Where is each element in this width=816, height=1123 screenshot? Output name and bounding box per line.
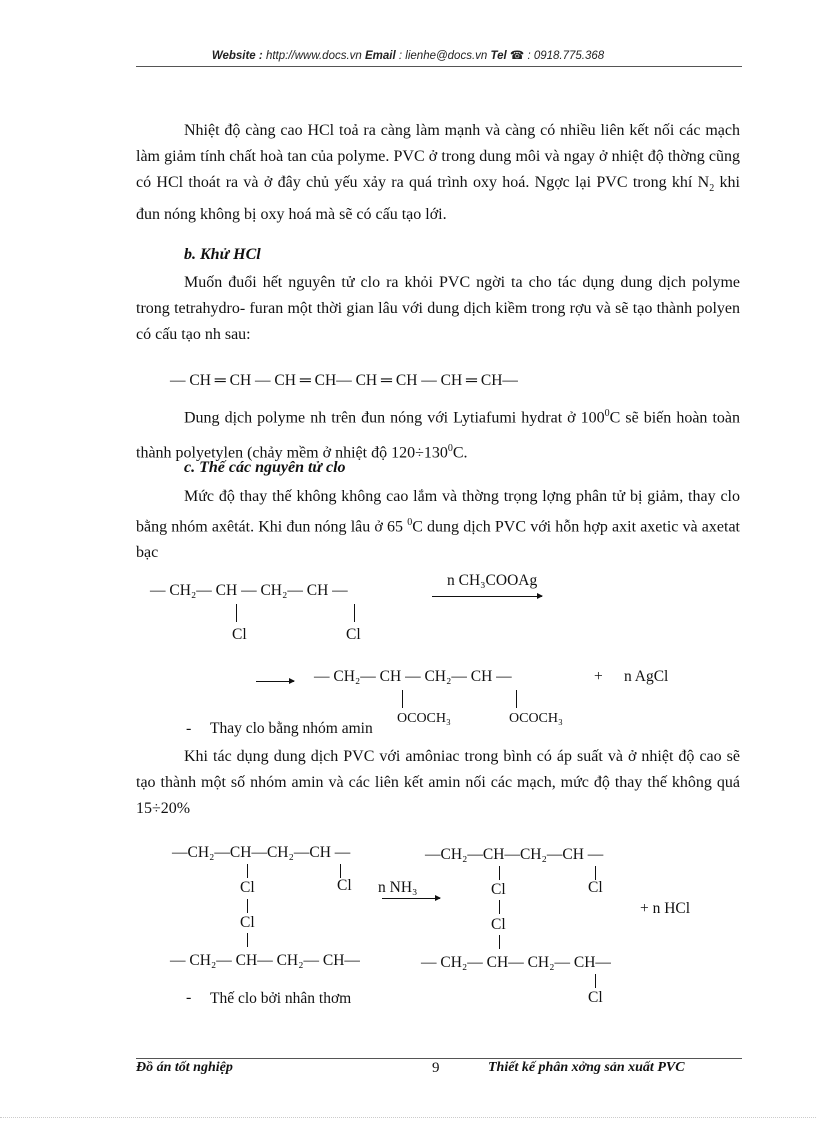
reaction-arrow	[432, 596, 542, 597]
paragraph-4: Mức độ thay thế không không cao lắm và thờng trọng lợng phân tử bị giảm, thay clo bằng nhóm axêtát. Khi đun nóng lâu ở 65 $^0$C dung dịch PVC với hỗn hợp axit axetic và axetat bạc	[136, 488, 741, 562]
reaction1-reagent: n CH₃COOAg	[447, 572, 538, 589]
cl-substituent: Cl	[491, 916, 506, 933]
ococh3-group: OCOCH₃	[509, 711, 563, 726]
bond	[595, 866, 596, 880]
reaction2-top-chain: —CH₂—CH—CH₂—CH —	[172, 844, 351, 861]
paragraph-1: Nhiệt độ càng cao HCl toả ra càng làm mạnh và càng có nhiều liên kết nối các mạch làm giảm tính chất hoà tan của polyme. PVC ở trong dung môi và ngay ở nhiệt độ thờng cũng có HCl thoát ra và ở đây chủ yếu xảy ra quá trình oxy hoá. Ngợc lại PVC trong khí $N_2$ khi đun nóng không bị oxy hoá mà sẽ có cấu tạo lới.	[136, 122, 740, 224]
page-number: 9	[432, 1060, 440, 1076]
footer-right: Thiết kế phân xởng sản xuất PVC	[488, 1060, 685, 1075]
bond	[354, 604, 355, 622]
reaction2-byproduct: + n HCl	[640, 900, 691, 917]
email-label: Email	[365, 50, 396, 62]
reaction1-product-chain: — CH₂— CH — CH₂— CH —	[314, 668, 512, 685]
cl-substituent: Cl	[232, 626, 247, 643]
cl-substituent: Cl	[491, 881, 506, 898]
cl-substituent: Cl	[588, 989, 603, 1006]
paragraph-3: Dung dịch polyme nh trên đun nóng với Lytiafumi hydrat ở $100^0C$ sẽ biến hoàn toàn thành polyetylen (chảy mềm ở nhiệt độ $120\div 130^0C$.	[136, 408, 740, 462]
bullet-aromatic: Thế clo bởi nhân thơm	[210, 990, 352, 1007]
bond	[402, 690, 403, 708]
paragraph-2: Muốn đuổi hết nguyên tử clo ra khỏi PVC ngời ta cho tác dụng dung dịch polyme trong tetrahydro- furan một thời gian lâu với dung dịch kiềm trong rợu và sẽ tạo thành polyen có cấu tạo nh sau:	[136, 274, 740, 343]
bond	[236, 604, 237, 622]
website-url[interactable]: http://www.docs.vn	[265, 50, 362, 62]
page-header	[0, 48, 816, 62]
reaction1-byproduct: n AgCl	[624, 668, 669, 685]
cl-substituent: Cl	[337, 877, 352, 894]
bond	[499, 900, 500, 914]
cl-substituent: Cl	[240, 914, 255, 931]
bond	[247, 899, 248, 913]
email-address[interactable]: : lienhe@docs.vn	[398, 50, 488, 62]
bond	[499, 935, 500, 949]
phone-icon: ☎	[509, 50, 525, 62]
reaction-arrow	[256, 681, 294, 682]
paragraph-5: Khi tác dụng dung dịch PVC với amôniac trong bình có áp suất và ở nhiệt độ cao sẽ tạo thành một số nhóm amin và các liên kết amin nối các mạch, mức độ thay thế không quá 15÷20%	[136, 748, 740, 817]
bond	[340, 864, 341, 878]
reaction-arrow	[382, 898, 440, 899]
heading-b: b. Khử HCl	[184, 246, 261, 263]
reaction2-reagent: n NH₃	[378, 879, 418, 896]
footer-divider	[136, 1058, 742, 1059]
footer-left: Đồ án tốt nghiệp	[136, 1060, 233, 1075]
bond	[247, 864, 248, 878]
bullet-mark: -	[186, 720, 192, 737]
bond	[516, 690, 517, 708]
reaction1-reactant-chain: — CH₂— CH — CH₂— CH —	[150, 582, 348, 599]
cl-substituent: Cl	[240, 879, 255, 896]
bond	[247, 933, 248, 947]
tel-label: Tel	[490, 50, 507, 62]
bullet-mark: -	[186, 989, 192, 1006]
plus-sign: +	[594, 668, 603, 685]
reaction2-product-bottom-chain: — CH₂— CH— CH₂— CH—	[421, 954, 611, 971]
bullet-amine: Thay clo bằng nhóm amin	[210, 720, 373, 737]
bond	[499, 866, 500, 880]
reaction2-product-top-chain: —CH₂—CH—CH₂—CH —	[425, 846, 604, 863]
header-divider	[136, 66, 742, 67]
cl-substituent: Cl	[588, 879, 603, 896]
bond	[595, 974, 596, 988]
ococh3-group: OCOCH₃	[397, 711, 451, 726]
cl-substituent: Cl	[346, 626, 361, 643]
reaction2-bottom-chain: — CH₂— CH— CH₂— CH—	[170, 952, 360, 969]
website-label: Website :	[211, 50, 263, 62]
heading-c: c. Thế các nguyên tử clo	[184, 459, 346, 476]
page-bottom-edge	[0, 1117, 816, 1118]
polyen-formula: — CH ═ CH — CH ═ CH— CH ═ CH — CH ═ CH—	[170, 372, 518, 389]
tel-number: : 0918.775.368	[527, 50, 605, 62]
